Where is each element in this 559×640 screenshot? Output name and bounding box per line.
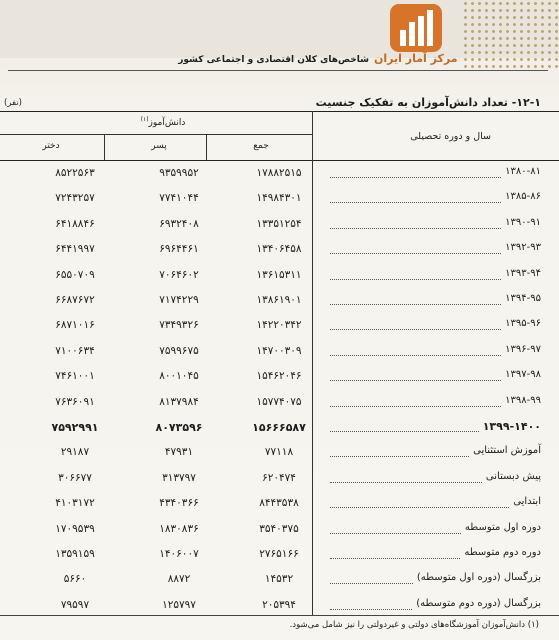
cell-girl: ۷۵۹۲۹۹۱ bbox=[51, 421, 99, 434]
dot-leader bbox=[330, 583, 413, 584]
row-label: ۱۳۹۰-۹۱ bbox=[505, 216, 541, 228]
cell-girl: ۶۸۷۱۰۱۶ bbox=[55, 319, 95, 332]
students-header bbox=[118, 116, 208, 128]
row-label: ۱۳۹۵-۹۶ bbox=[505, 318, 541, 330]
cell-girl: ۸۵۲۲۵۶۳ bbox=[55, 167, 95, 179]
cell-total: ۸۴۴۳۵۳۸ bbox=[259, 497, 299, 510]
dot-leader bbox=[330, 202, 501, 203]
cell-total: ۱۷۸۸۲۵۱۵ bbox=[256, 167, 302, 179]
row-label: ۱۳۸۵-۸۶ bbox=[505, 191, 541, 203]
dot-leader bbox=[330, 380, 501, 381]
table-row bbox=[0, 569, 559, 595]
cell-boy: ۷۱۷۴۲۲۹ bbox=[159, 294, 199, 306]
cell-girl: ۷۱۰۰۶۳۴ bbox=[55, 344, 95, 357]
cell-boy: ۶۹۶۴۴۶۱ bbox=[159, 243, 199, 256]
cell-boy: ۸۸۷۲ bbox=[167, 573, 191, 586]
cell-boy: ۱۴۰۶۰۰۷ bbox=[159, 548, 199, 560]
table-row bbox=[0, 392, 559, 418]
dot-leader bbox=[330, 558, 460, 559]
column-divider-boy bbox=[104, 134, 105, 160]
cell-total: ۱۳۶۱۵۳۱۱ bbox=[256, 268, 302, 281]
table-row bbox=[0, 544, 559, 570]
column-header-total: جمع bbox=[253, 141, 269, 151]
statistical-centre-logo-icon bbox=[388, 2, 444, 54]
cell-boy: ۸۱۳۷۹۸۴ bbox=[159, 395, 199, 408]
cell-boy: ۳۱۳۷۹۷ bbox=[162, 471, 196, 484]
cell-boy: ۸۰۰۱۰۴۵ bbox=[159, 370, 199, 383]
row-label: ۱۳۸۰-۸۱ bbox=[505, 166, 541, 177]
cell-total: ۱۵۷۷۴۰۷۵ bbox=[256, 395, 302, 408]
dot-leader bbox=[330, 279, 501, 280]
column-divider-total bbox=[206, 134, 207, 160]
brand-name: مرکز آمار ایران bbox=[374, 52, 458, 65]
dot-leader bbox=[330, 431, 479, 432]
table-bottom-rule bbox=[0, 615, 559, 616]
cell-total: ۱۴۷۰۰۳۰۹ bbox=[256, 344, 302, 357]
table-header-top-rule bbox=[0, 111, 559, 112]
cell-girl: ۴۱۰۳۱۷۲ bbox=[55, 497, 95, 510]
dot-leader bbox=[330, 533, 461, 534]
cell-total: ۱۵۶۶۶۵۸۷ bbox=[252, 421, 306, 434]
cell-total: ۱۳۳۵۱۲۵۴ bbox=[256, 217, 302, 230]
row-label: ۱۳۹۶-۹۷ bbox=[505, 343, 541, 355]
cell-boy: ۷۰۶۴۶۰۲ bbox=[159, 268, 199, 281]
cell-total: ۱۳۴۰۶۴۵۸ bbox=[256, 243, 302, 256]
row-label: ۱۳۹۲-۹۳ bbox=[505, 242, 541, 254]
cell-boy: ۱۸۳۰۸۳۶ bbox=[159, 522, 199, 535]
table-row bbox=[0, 341, 559, 367]
table-row bbox=[0, 366, 559, 392]
cell-boy: ۴۳۴۰۳۶۶ bbox=[159, 497, 199, 510]
cell-total: ۲۰۵۳۹۴ bbox=[262, 598, 296, 611]
table-row bbox=[0, 163, 559, 189]
table-row bbox=[0, 519, 559, 545]
table-row bbox=[0, 265, 559, 291]
students-subheader-rule bbox=[0, 134, 312, 135]
row-label: ۱۳۹۴-۹۵ bbox=[505, 293, 541, 304]
cell-girl: ۳۰۶۶۷۷ bbox=[58, 471, 92, 484]
header-divider bbox=[8, 70, 548, 71]
dot-leader bbox=[330, 355, 501, 356]
row-label: ۱۳۹۹-۱۴۰۰ bbox=[482, 420, 541, 433]
table-row bbox=[0, 493, 559, 519]
row-label: بزرگسال (دوره اول متوسطه) bbox=[416, 572, 541, 584]
cell-boy: ۱۲۵۷۹۷ bbox=[162, 598, 196, 611]
cell-total: ۳۵۴۰۳۷۵ bbox=[259, 522, 299, 535]
cell-total: ۷۷۱۱۸ bbox=[264, 446, 294, 459]
table-row bbox=[0, 595, 559, 621]
table-row bbox=[0, 239, 559, 265]
dot-leader bbox=[330, 177, 501, 178]
cell-boy: ۷۳۴۹۳۲۶ bbox=[159, 319, 199, 332]
cell-girl: ۲۹۱۸۷ bbox=[60, 446, 90, 459]
footnote: (۱) دانش‌آموزان آموزشگاه‌های دولتی و غیردولتی را نیز شامل می‌شود. bbox=[289, 620, 539, 630]
dot-leader bbox=[330, 329, 501, 330]
dot-pattern-decoration bbox=[462, 0, 559, 70]
table-row bbox=[0, 442, 559, 468]
cell-boy: ۸۰۷۳۵۹۶ bbox=[155, 421, 203, 434]
dot-leader bbox=[330, 304, 501, 305]
table-header-bottom-rule bbox=[0, 160, 559, 161]
column-header-period: سال و دوره تحصیلی bbox=[410, 131, 491, 142]
table-row bbox=[0, 417, 559, 443]
row-label: ابتدایی bbox=[513, 496, 541, 508]
row-label: ۱۳۹۷-۹۸ bbox=[505, 369, 541, 381]
cell-girl: ۷۲۴۳۲۵۷ bbox=[55, 192, 95, 205]
unit-label: (نفر) bbox=[4, 98, 22, 108]
publication-title: شاخص‌های کلان اقتصادی و اجتماعی کشور bbox=[178, 55, 369, 65]
table-row bbox=[0, 188, 559, 214]
table-row bbox=[0, 214, 559, 240]
dot-leader bbox=[330, 609, 412, 610]
dot-leader bbox=[330, 482, 482, 483]
row-label: ۱۳۹۳-۹۴ bbox=[505, 267, 541, 279]
row-label: ۱۳۹۸-۹۹ bbox=[505, 394, 541, 406]
cell-total: ۱۴۹۸۴۳۰۱ bbox=[256, 192, 302, 205]
row-label: بزرگسال (دوره دوم متوسطه) bbox=[416, 597, 541, 609]
cell-girl: ۶۴۱۸۸۴۶ bbox=[55, 217, 95, 230]
cell-total: ۲۷۶۵۱۶۶ bbox=[259, 548, 299, 560]
column-header-boy: پسر bbox=[151, 141, 167, 151]
cell-girl: ۷۶۳۶۰۹۱ bbox=[55, 395, 95, 408]
cell-girl: ۷۹۵۹۷ bbox=[60, 598, 90, 611]
dot-leader bbox=[330, 253, 501, 254]
cell-boy: ۶۹۳۲۴۰۸ bbox=[159, 217, 199, 230]
row-label: دوره اول متوسطه bbox=[464, 521, 541, 533]
footnote-mark: (۱) bbox=[140, 116, 149, 123]
cell-total: ۱۴۵۳۲ bbox=[264, 573, 294, 586]
cell-girl: ۶۵۵۰۷۰۹ bbox=[55, 268, 95, 281]
students-header-label: دانش‌آموز bbox=[148, 118, 186, 128]
dot-leader bbox=[330, 228, 501, 229]
row-label: پیش دبستانی bbox=[485, 470, 541, 482]
cell-girl: ۷۴۶۱۰۰۱ bbox=[55, 370, 95, 383]
cell-girl: ۵۶۶۰ bbox=[63, 573, 87, 586]
dot-leader bbox=[330, 406, 501, 407]
dot-leader bbox=[330, 456, 469, 457]
cell-total: ۶۲۰۴۷۴ bbox=[262, 471, 296, 484]
column-header-girl: دختر bbox=[42, 141, 60, 151]
table-row bbox=[0, 315, 559, 341]
dot-leader bbox=[330, 507, 509, 508]
cell-boy: ۹۳۵۹۹۵۲ bbox=[159, 167, 199, 179]
row-label: دوره دوم متوسطه bbox=[464, 547, 541, 558]
cell-boy: ۷۵۹۹۶۷۵ bbox=[159, 344, 199, 357]
cell-total: ۱۳۸۶۱۹۰۱ bbox=[256, 294, 302, 306]
cell-girl: ۱۳۵۹۱۵۹ bbox=[55, 548, 95, 560]
cell-total: ۱۴۲۲۰۳۴۲ bbox=[256, 319, 302, 332]
table-title: ۱۲-۱- تعداد دانش‌آموزان به تفکیک جنسیت bbox=[315, 96, 541, 109]
cell-boy: ۷۷۴۱۰۴۴ bbox=[159, 192, 199, 205]
row-label: آموزش استثنایی bbox=[473, 445, 541, 457]
cell-total: ۱۵۴۶۲۰۴۶ bbox=[256, 370, 302, 383]
cell-boy: ۴۷۹۳۱ bbox=[164, 446, 194, 459]
table-row bbox=[0, 468, 559, 494]
cell-girl: ۶۶۸۷۶۷۲ bbox=[55, 294, 95, 306]
table-row bbox=[0, 290, 559, 316]
cell-girl: ۶۴۴۱۹۹۷ bbox=[55, 243, 95, 256]
cell-girl: ۱۷۰۹۵۳۹ bbox=[55, 522, 95, 535]
